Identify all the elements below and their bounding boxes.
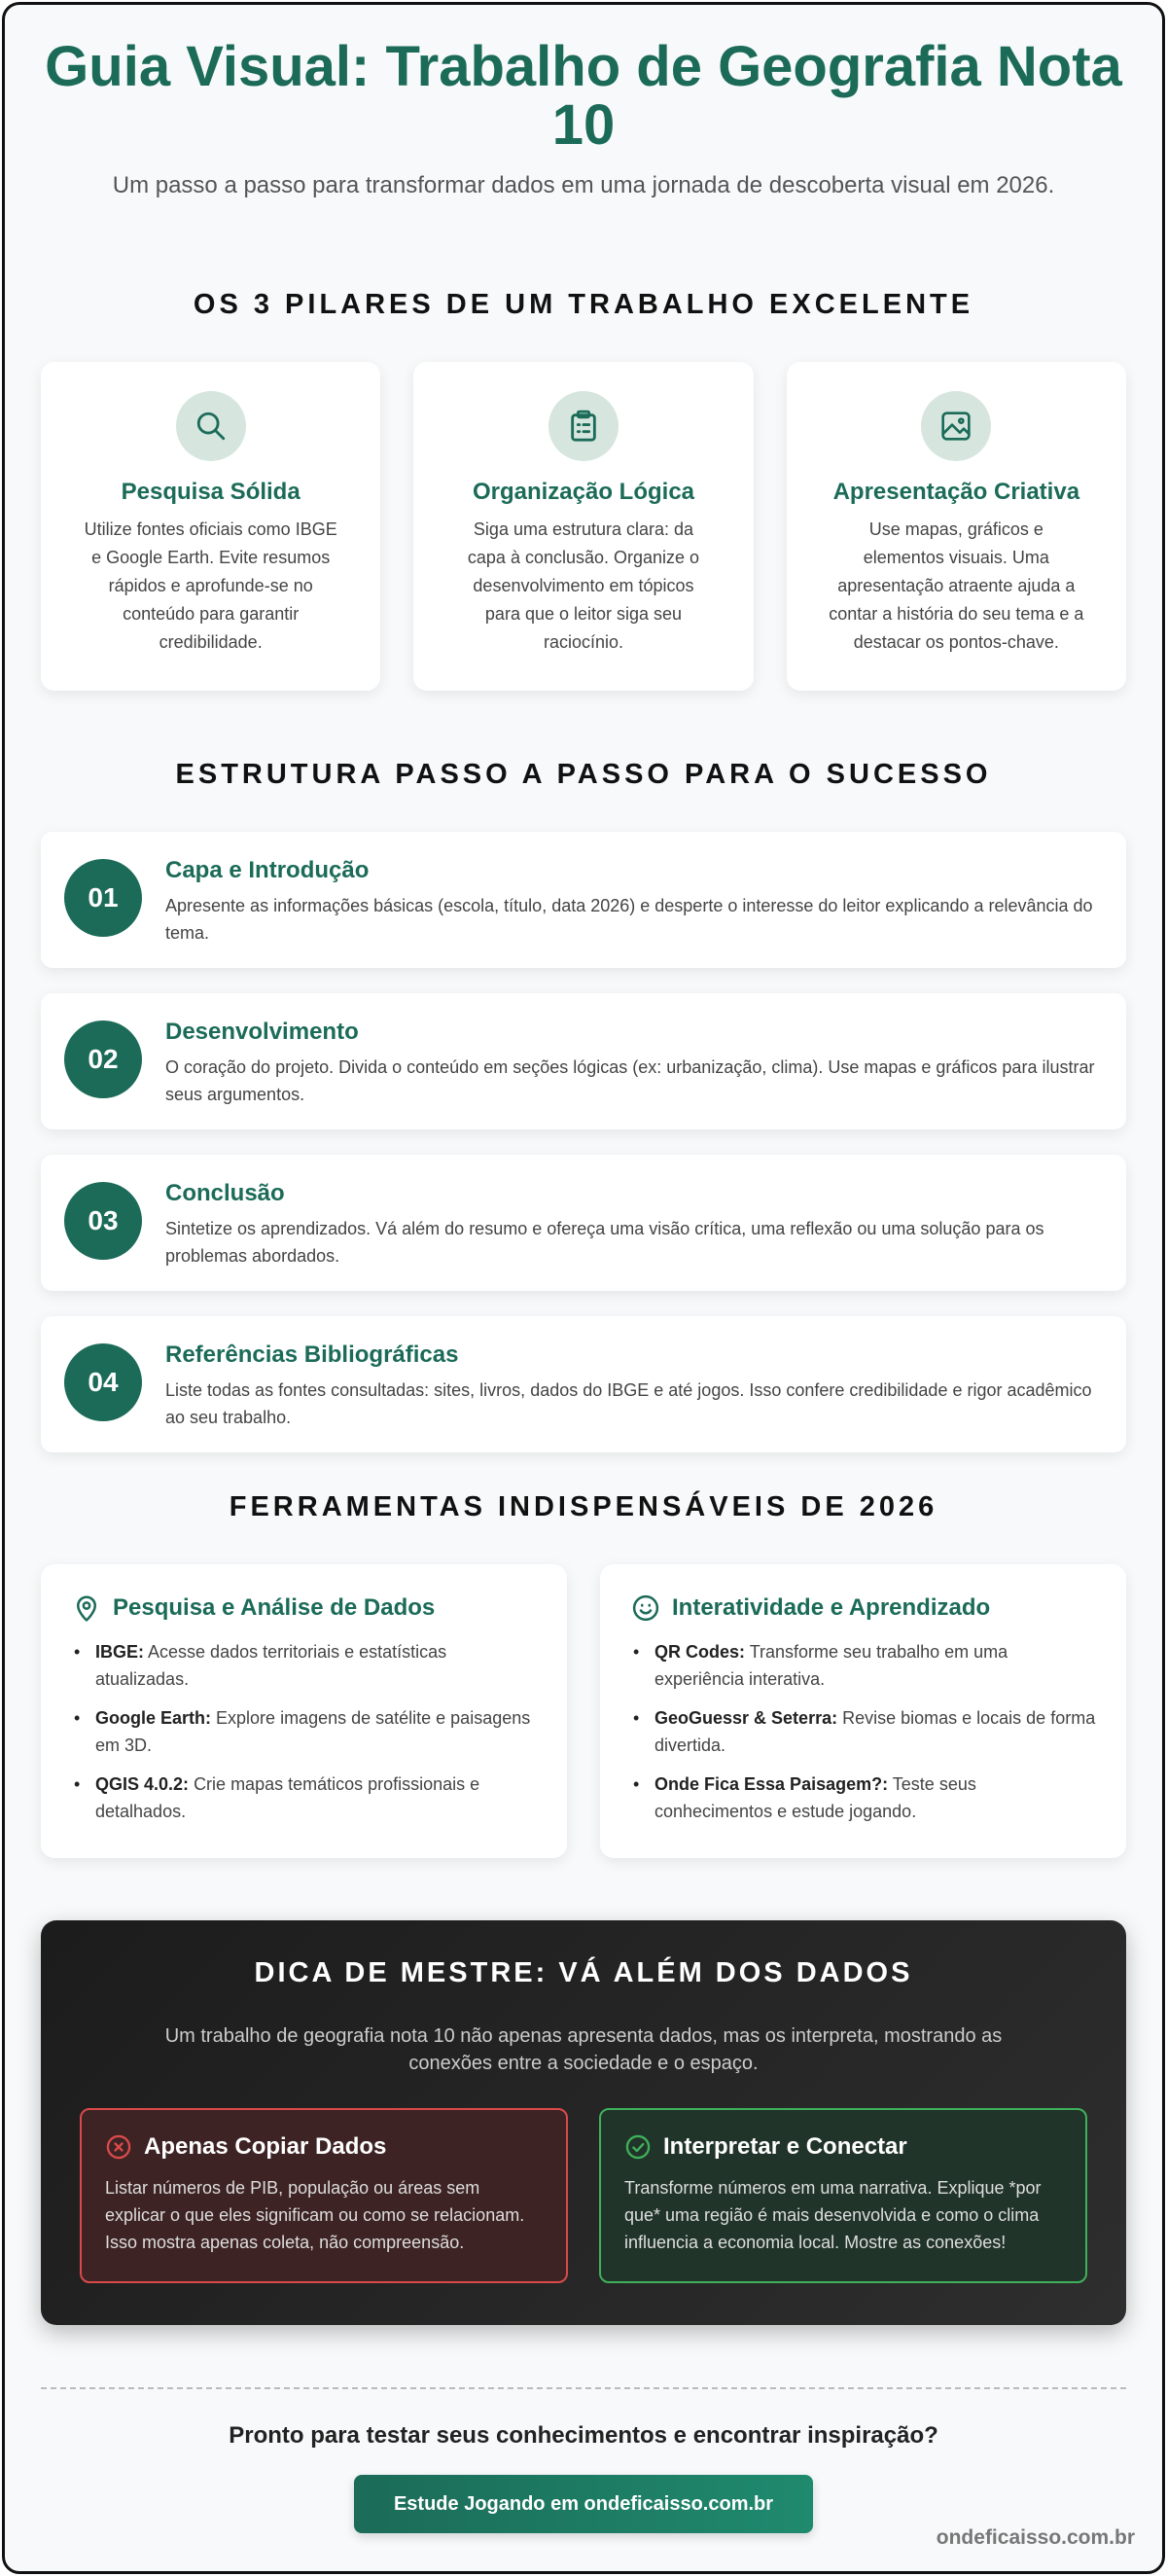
tool-card-header — [72, 1593, 538, 1623]
page-frame — [2, 2, 1165, 2574]
tip-card-header — [105, 2133, 543, 2161]
tool-name: IBGE: — [95, 1642, 145, 1662]
step-body — [165, 1343, 1103, 1431]
step-body — [165, 1020, 1103, 1108]
pillar-card-research — [41, 362, 380, 691]
tool-name: QR Codes: — [654, 1642, 746, 1662]
tool-list-item — [631, 1638, 1097, 1693]
tip-comparison — [80, 2108, 1087, 2283]
tool-desc: Explore imagens de satélite e paisagens em 3D. — [95, 1708, 531, 1755]
tip-card-description: Listar números de PIB, população ou áreas sem explicar o que eles significam ou como se relacionam. Isso mostra apenas coleta, não compreensão. — [105, 2178, 525, 2252]
pillar-description: Utilize fontes oficiais como IBGE e Google Earth. Evite resumos rápidos e aprofunde-se no conteúdo para garantir credibilidade. — [84, 519, 337, 652]
tool-desc: Teste seus conhecimentos e estude jogando. — [654, 1774, 976, 1821]
tool-desc: Acesse dados territoriais e estatísticas atualizadas. — [95, 1642, 447, 1689]
tool-list — [72, 1638, 538, 1825]
step-card — [41, 993, 1126, 1129]
tip-card-title: Apenas Copiar Dados — [144, 2133, 387, 2160]
tool-name: Google Earth: — [95, 1708, 212, 1728]
dashed-divider — [41, 2387, 1126, 2389]
clipboard-icon — [548, 391, 619, 461]
content-container — [41, 5, 1126, 2533]
cta-text: Pronto para testar seus conhecimentos e encontrar inspiração? — [229, 2422, 938, 2449]
tool-card-research — [41, 1564, 567, 1858]
step-body — [165, 1182, 1103, 1270]
step-description: O coração do projeto. Divida o conteúdo em seções lógicas (ex: urbanização, clima). Use mapas e gráficos para ilustrar seus argumentos. — [165, 1057, 1095, 1104]
tool-name: QGIS 4.0.2: — [95, 1774, 190, 1794]
steps-section-title: ESTRUTURA PASSO A PASSO PARA O SUCESSO — [175, 759, 992, 790]
tip-card-header — [624, 2133, 1062, 2161]
pillar-title: Organização Lógica — [472, 479, 695, 505]
tool-card-title: Pesquisa e Análise de Dados — [113, 1594, 436, 1621]
smiley-icon — [631, 1593, 660, 1623]
check-circle-icon — [624, 2133, 652, 2161]
pillar-card-organization — [413, 362, 753, 691]
tool-name: GeoGuessr & Seterra: — [654, 1708, 838, 1728]
tool-list-item — [72, 1771, 538, 1825]
x-circle-icon — [105, 2133, 132, 2161]
step-card — [41, 1316, 1126, 1452]
step-description: Sintetize os aprendizados. Vá além do resumo e ofereça uma visão crítica, uma reflexão ou uma solução para os problemas abordados. — [165, 1219, 1044, 1266]
step-title: Desenvolvimento — [165, 1019, 359, 1045]
step-card — [41, 832, 1126, 968]
master-tip-panel — [41, 1920, 1126, 2325]
tool-card-interactivity — [600, 1564, 1126, 1858]
tool-list — [631, 1638, 1097, 1825]
step-title: Referências Bibliográficas — [165, 1342, 459, 1368]
step-title: Capa e Introdução — [165, 857, 370, 883]
map-pin-icon — [72, 1593, 101, 1623]
pillars-row — [41, 362, 1126, 691]
step-number-badge: 03 — [64, 1182, 142, 1260]
tool-list-item — [631, 1771, 1097, 1825]
pillar-description: Siga uma estrutura clara: da capa à conclusão. Organize o desenvolvimento em tópicos para que o leitor siga seu raciocínio. — [467, 519, 700, 652]
tools-row — [41, 1564, 1126, 1858]
step-number-badge: 01 — [64, 859, 142, 937]
tip-card-description: Transforme números em uma narrativa. Explique *por que* uma região é mais desenvolvida e como o clima influencia a economia local. Mostre as conexões! — [624, 2178, 1042, 2252]
cta-button[interactable]: Estude Jogando em ondeficaisso.com.br — [354, 2475, 813, 2533]
tools-section-title: FERRAMENTAS INDISPENSÁVEIS DE 2026 — [229, 1491, 938, 1522]
steps-list — [41, 832, 1126, 1452]
step-description: Liste todas as fontes consultadas: sites, livros, dados do IBGE e até jogos. Isso confere credibilidade e rigor acadêmico ao seu trabalho. — [165, 1380, 1092, 1427]
image-icon — [921, 391, 991, 461]
tool-list-item — [631, 1704, 1097, 1759]
tool-card-header — [631, 1593, 1097, 1623]
step-title: Conclusão — [165, 1180, 285, 1206]
tip-card-title: Interpretar e Conectar — [663, 2133, 907, 2160]
step-description: Apresente as informações básicas (escola, título, data 2026) e desperte o interesse do leitor explicando a relevância do tema. — [165, 896, 1093, 943]
step-card — [41, 1155, 1126, 1291]
pillar-description: Use mapas, gráficos e elementos visuais. Uma apresentação atraente ajuda a contar a história do seu tema e a destacar os pontos-chave. — [829, 519, 1084, 652]
pillar-title: Pesquisa Sólida — [121, 479, 301, 505]
tool-desc: Revise biomas e locais de forma divertida. — [654, 1708, 1096, 1755]
step-number-badge: 04 — [64, 1343, 142, 1421]
search-icon — [176, 391, 246, 461]
footer-brand: ondeficaisso.com.br — [936, 2526, 1135, 2549]
tool-list-item — [72, 1704, 538, 1759]
tool-name: Onde Fica Essa Paisagem?: — [654, 1774, 889, 1794]
tool-list-item — [72, 1638, 538, 1693]
tip-title: DICA DE MESTRE: VÁ ALÉM DOS DADOS — [254, 1957, 913, 1988]
tool-desc: Transforme seu trabalho em uma experiência interativa. — [654, 1642, 1008, 1689]
step-number-badge: 02 — [64, 1020, 142, 1098]
tip-card-good — [599, 2108, 1087, 2283]
pillars-section-title: OS 3 PILARES DE UM TRABALHO EXCELENTE — [193, 289, 974, 320]
page-title: Guia Visual: Trabalho de Geografia Nota 10 — [45, 35, 1122, 157]
tip-card-bad — [80, 2108, 568, 2283]
tool-card-title: Interatividade e Aprendizado — [672, 1594, 991, 1621]
tool-desc: Crie mapas temáticos profissionais e detalhados. — [95, 1774, 480, 1821]
step-body — [165, 859, 1103, 947]
pillar-card-presentation — [787, 362, 1126, 691]
page-subtitle: Um passo a passo para transformar dados em uma jornada de descoberta visual em 2026. — [112, 172, 1055, 198]
pillar-title: Apresentação Criativa — [832, 479, 1080, 505]
tip-subtitle: Um trabalho de geografia nota 10 não apenas apresenta dados, mas os interpreta, mostrando as conexões entre a sociedade e o espaço. — [164, 2025, 1003, 2074]
